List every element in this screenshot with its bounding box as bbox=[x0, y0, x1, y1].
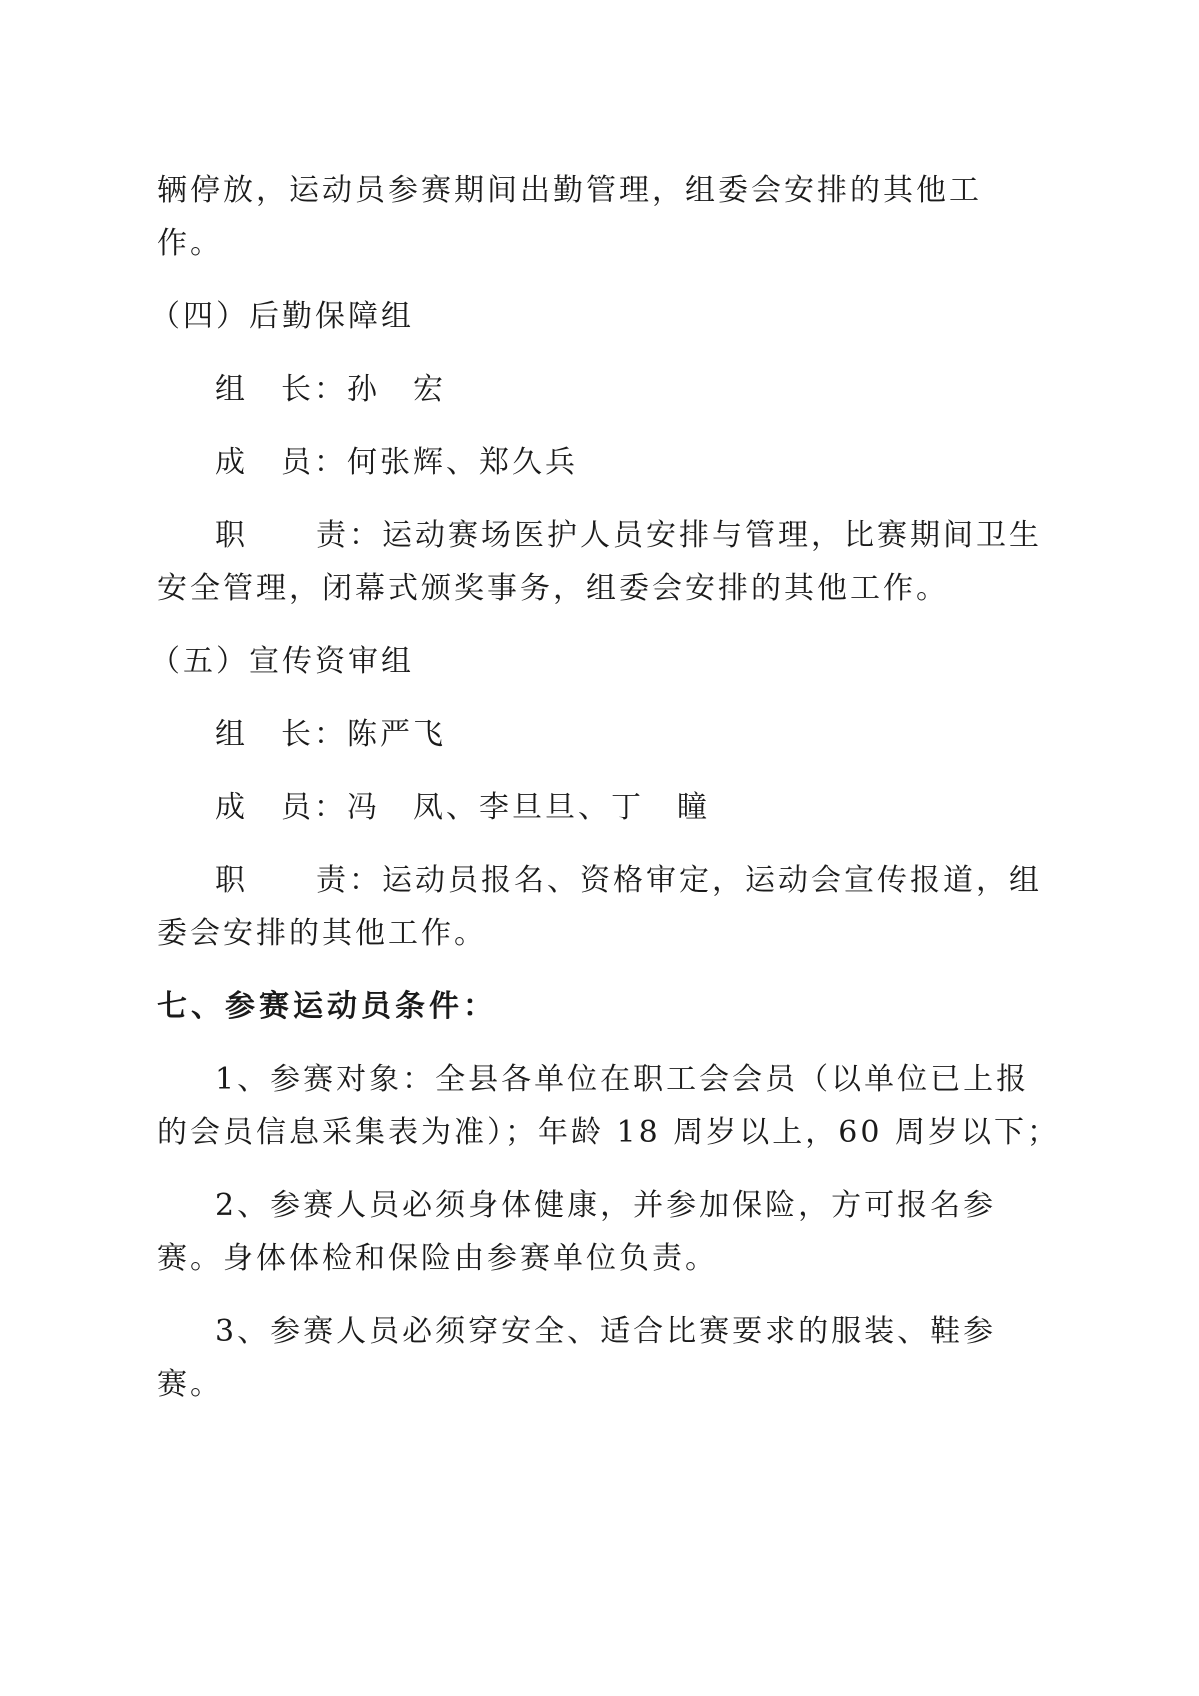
group4-duty-label: 职 bbox=[215, 518, 248, 553]
section7-item2-line-1: 2、参赛人员必须身体健康，并参加保险，方可报名参 bbox=[215, 1188, 997, 1223]
group5-duty-row bbox=[215, 861, 1042, 901]
continuation-line-2: 作。 bbox=[157, 226, 223, 261]
group5-duty-line-2: 委会安排的其他工作。 bbox=[157, 916, 487, 951]
group5-members-label: 成 员： bbox=[215, 790, 347, 825]
group5-leader-label: 组 长： bbox=[215, 717, 347, 752]
group5-members-row bbox=[215, 788, 710, 828]
group5-heading: （五）宣传资审组 bbox=[150, 644, 414, 679]
group4-members-names: 何张辉、郑久兵 bbox=[347, 445, 578, 480]
section7-item1-line-1: 1、参赛对象：全县各单位在职工会会员（以单位已上报 bbox=[215, 1062, 1030, 1097]
section7-item1-line-2: 的会员信息采集表为准）；年龄 18 周岁以上，60 周岁以下； bbox=[157, 1115, 1060, 1150]
group4-duty-line-2: 安全管理，闭幕式颁奖事务，组委会安排的其他工作。 bbox=[157, 571, 949, 606]
section7-item3-line-2: 赛。 bbox=[157, 1367, 223, 1402]
section7-heading: 七、参赛运动员条件： bbox=[157, 989, 497, 1024]
group5-members-names: 冯 凤、李旦旦、丁 瞳 bbox=[347, 790, 710, 825]
group5-leader-row bbox=[215, 715, 446, 755]
group4-leader-row bbox=[215, 370, 446, 410]
group4-members-row bbox=[215, 443, 578, 483]
group4-duty-colon: 责： bbox=[316, 518, 382, 553]
continuation-line-1: 辆停放，运动员参赛期间出勤管理，组委会安排的其他工 bbox=[157, 173, 982, 208]
group5-duty-label: 职 bbox=[215, 863, 248, 898]
group4-duty-text: 运动赛场医护人员安排与管理，比赛期间卫生 bbox=[382, 518, 1042, 553]
group4-duty-row bbox=[215, 516, 1042, 556]
section7-item2-line-2: 赛。身体体检和保险由参赛单位负责。 bbox=[157, 1241, 718, 1276]
group5-leader-name: 陈严飞 bbox=[347, 717, 446, 752]
group4-leader-label: 组 长： bbox=[215, 372, 347, 407]
group5-duty-text: 运动员报名、资格审定，运动会宣传报道，组 bbox=[382, 863, 1042, 898]
group4-members-label: 成 员： bbox=[215, 445, 347, 480]
group4-heading: （四）后勤保障组 bbox=[150, 299, 414, 334]
group4-leader-name: 孙 宏 bbox=[347, 372, 446, 407]
section7-item3-line-1: 3、参赛人员必须穿安全、适合比赛要求的服装、鞋参 bbox=[215, 1314, 997, 1349]
group5-duty-colon: 责： bbox=[316, 863, 382, 898]
